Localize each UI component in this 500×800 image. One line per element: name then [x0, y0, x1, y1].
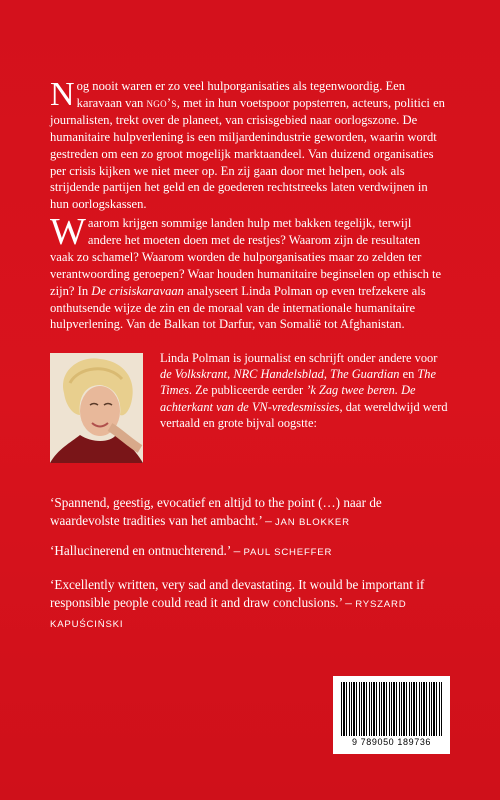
questions-dropcap: W [50, 211, 86, 253]
bio-text-4: , dat wereldwijd werd vertaald en grote bijval oogstte: [160, 399, 448, 430]
quote-author: RYSZARD KAPUŚCIŃSKI [50, 599, 407, 630]
intro-text-start: og nooit waren er zo veel hulporganisaties als tegenwoordig. Een karavaan van [76, 79, 406, 110]
quote-author: JAN BLOKKER [274, 517, 350, 528]
previous-book-title: ’k Zag twee beren. De achterkant van de VN-vredesmissies [160, 383, 416, 414]
intro-text-rest: , met in hun voetspoor popsterren, acteurs, politici en journalisten, trekt over de planeet, van crisisgebied naar oorlogszone. De humanitaire hulpverlening is een miljardenindustrie geworden, waarin wordt gestreden om een zo groot mogelijk marktaandeel. Van duizend organisaties per crisis kijken we niet meer op. En zij gaan door met helpen, ook als strijdende partijen het geld en de goederen rechtstreeks laten verdwijnen in hun oorlogskassen. [50, 95, 445, 212]
questions-text-start: aarom krijgen sommige landen hulp met bakken tegelijk, terwijl andere het moeten doen met de restjes? Waarom zijn de resultaten vaak zo schamel? Waarom worden de hulporganisaties maar zo zelden ter verantwoording geroepen? Waar houden humanitaire beginselen op ethisch te zijn? In [50, 216, 442, 298]
bio-separator-2: , [323, 367, 331, 382]
bio-text-3: . Ze publiceerde eerder [188, 383, 307, 398]
bio-text-1: Linda Polman is journalist en schrijft onder andere voor [160, 351, 438, 365]
isbn-barcode [333, 676, 450, 754]
publication-guardian: The Guardian [330, 367, 400, 382]
bio-separator-1: , [227, 367, 234, 382]
author-bio [160, 350, 452, 431]
publication-nrc: NRC Handelsblad [233, 367, 324, 382]
quote-dash: – [342, 595, 356, 610]
quote-dash: – [261, 513, 275, 528]
questions-paragraph [50, 211, 445, 333]
author-portrait [50, 353, 143, 463]
quote-author: PAUL SCHEFFER [243, 547, 333, 558]
quote-text: ‘Spannend, geestig, evocatief en altijd to the point (…) naar de waardevolste tradities van het ambacht.’ [50, 495, 382, 528]
barcode-bars [341, 682, 442, 736]
quote-dash: – [230, 543, 244, 558]
publication-times: The Times [160, 367, 436, 398]
questions-text-end: analyseert Linda Polman op even trefzekere als onthutsende wijze de zin en de moraal van de internationale humanitaire hulpverlening. Van de Balkan tot Darfur, van Somalië tot Afghanistan. [50, 283, 426, 332]
intro-dropcap: N [50, 76, 75, 113]
review-quote [50, 576, 450, 634]
barcode-number: 9 789050 189736 [351, 737, 432, 747]
book-title: De crisiskaravaan [91, 283, 184, 298]
bio-text-2: en [399, 367, 418, 382]
quote-text: ‘Excellently written, very sad and devastating. It would be important if responsible people could read it and draw conclusions.’ [50, 577, 425, 610]
review-quote [50, 542, 450, 562]
intro-paragraph [50, 78, 445, 213]
publication-volkskrant: de Volkskrant [160, 367, 228, 382]
review-quote [50, 494, 450, 532]
intro-ngos: ngo’s [146, 95, 177, 110]
quote-text: ‘Hallucinerend en ontnuchterend.’ [50, 543, 231, 558]
